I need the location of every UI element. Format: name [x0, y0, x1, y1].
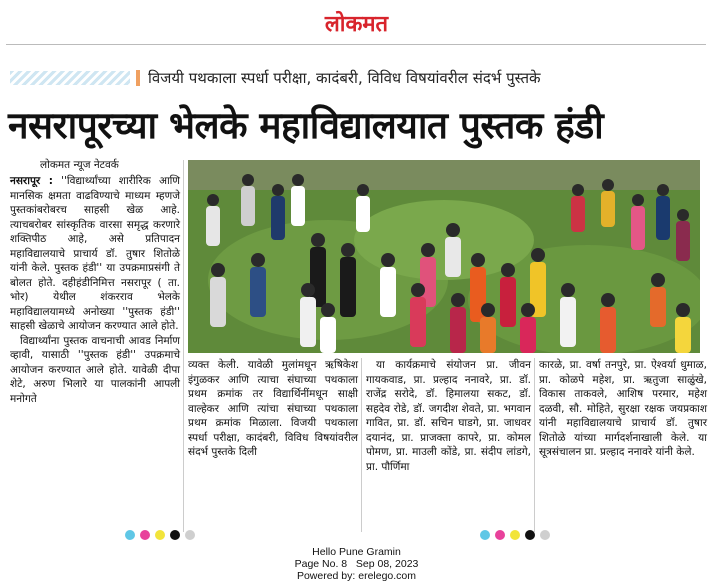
footer-powered-by: Powered by: erelego.com — [296, 570, 417, 582]
paragraph-3: व्यक्त केली. यावेळी मुलांमधून ऋषिकेश इंगुळकर आणि त्याचा संघाच्या पथकाला प्रथम क्रमांक तर विद्यार्थिनींमधून साक्षी वाल्हेकर आणि त्यांचा संघाच्या पथकाला प्रथम क्रमांक मिळाला. विजयी पथकाला स्पर्धा परीक्षा, कादंबरी, विविध विषयांवरील संदर्भ पुस्तके दिली — [188, 359, 358, 458]
yellow-mark — [155, 530, 165, 540]
page-title: नसरापूरच्या भेलके महाविद्यालयात पुस्तक हंडी — [8, 104, 604, 147]
black-mark — [525, 530, 535, 540]
paragraph-1: ''विद्यार्थ्यांच्या शारीरिक आणि मानसिक क्षमता वाढविण्याचे माध्यम म्हणजे पुस्तकांबरोबरच साहसी खेळ आहे. त्याचबरोबर सांस्कृतिक वारसा समृद्ध करणारे शक्तिपीठ आहे, असे प्रतिपादन महाविद्यालयाचे प्राचार्य डॉ. तुषार शितोळे यांनी केले. पुस्तक हंडी'' या उपक्रमाप्रसंगी ते बोलत होते. दहीहंडीनिमित्त नसरापूर ( ता. भोर) येथील शंकरराव भेलके महाविद्यालयामध्ये अनोख्या ''पुस्तक हंडी'' साहसी खेळाचे आयोजन करण्यात आले होते. — [10, 175, 180, 332]
article-column-2 — [188, 358, 358, 460]
article-column-1 — [10, 174, 180, 406]
page-footer — [0, 546, 713, 582]
byline: लोकमत न्यूज नेटवर्क — [40, 159, 119, 171]
cyan-mark — [480, 530, 490, 540]
paragraph-4: या कार्यक्रमाचे संयोजन प्रा. जीवन गायकवाड, प्रा. प्रल्हाद ननावरे, प्रा. डॉ. राजेंद्र सरोदे, डॉ. हिमालया सकट, डॉ. सहदेव रोडे, डॉ. जगदीश शेवते, प्रा. भगवान गावित, प्रा. डॉ. सचिन घाडगे, प्रा. जाधवर दयानंद, प्रा. प्राजक्ता कापरे, प्रा. कोमल पोमण, प्रा. माउली कोंडे, प्रा. संदीप लांडगे, प्रा. पौर्णिमा — [366, 359, 531, 473]
article-column-4 — [539, 358, 707, 460]
registration-marks-left — [125, 530, 195, 540]
kicker-bar — [136, 70, 140, 86]
article-column-3 — [366, 358, 531, 474]
kicker-line: विजयी पथकाला स्पर्धा परीक्षा, कादंबरी, विविध विषयांवरील संदर्भ पुस्तके — [148, 69, 541, 87]
magenta-mark — [495, 530, 505, 540]
grey-mark — [185, 530, 195, 540]
yellow-mark — [510, 530, 520, 540]
column-divider — [534, 358, 535, 532]
registration-marks-right — [480, 530, 550, 540]
cyan-mark — [125, 530, 135, 540]
paragraph-2: विद्यार्थ्यांना पुस्तक वाचनाची आवड निर्माण व्हावी, यासाठी ''पुस्तक हंडी'' उपक्रमाचे आयोजन करण्यात आले होते. यावेळी दीपा शेटे, अरुण भिलारे या पालकांनी आपली मनोगते — [10, 334, 180, 405]
footer-edition: Hello Pune Gramin — [312, 546, 401, 558]
paragraph-5: कारळे, प्रा. वर्षा तनपुरे, प्रा. ऐश्वर्या धुमाळ, प्रा. कोळपे महेश, प्रा. ऋतुजा साळुंखे, विकास ताकवले, आशिष परमार, महेश दळवी, सौ. मोहिते, सुरक्षा रक्षक जयप्रकाश यांनी महाविद्यालयाचे प्राचार्य डॉ. तुषार शितोळे यांच्या मार्गदर्शनाखाली केले. या सूत्रसंचालन प्रा. प्रल्हाद ननावरे यांनी केले. — [539, 359, 707, 458]
dateline: नसरापूर : — [10, 175, 53, 187]
event-photo — [188, 160, 700, 353]
column-divider — [361, 358, 362, 532]
kicker-stripes — [10, 71, 130, 85]
black-mark — [170, 530, 180, 540]
top-divider — [6, 44, 706, 45]
magenta-mark — [140, 530, 150, 540]
masthead-logo: लोकमत — [324, 12, 389, 37]
grey-mark — [540, 530, 550, 540]
footer-page-date: Page No. 8 Sep 08, 2023 — [294, 558, 419, 570]
column-divider — [183, 160, 184, 532]
